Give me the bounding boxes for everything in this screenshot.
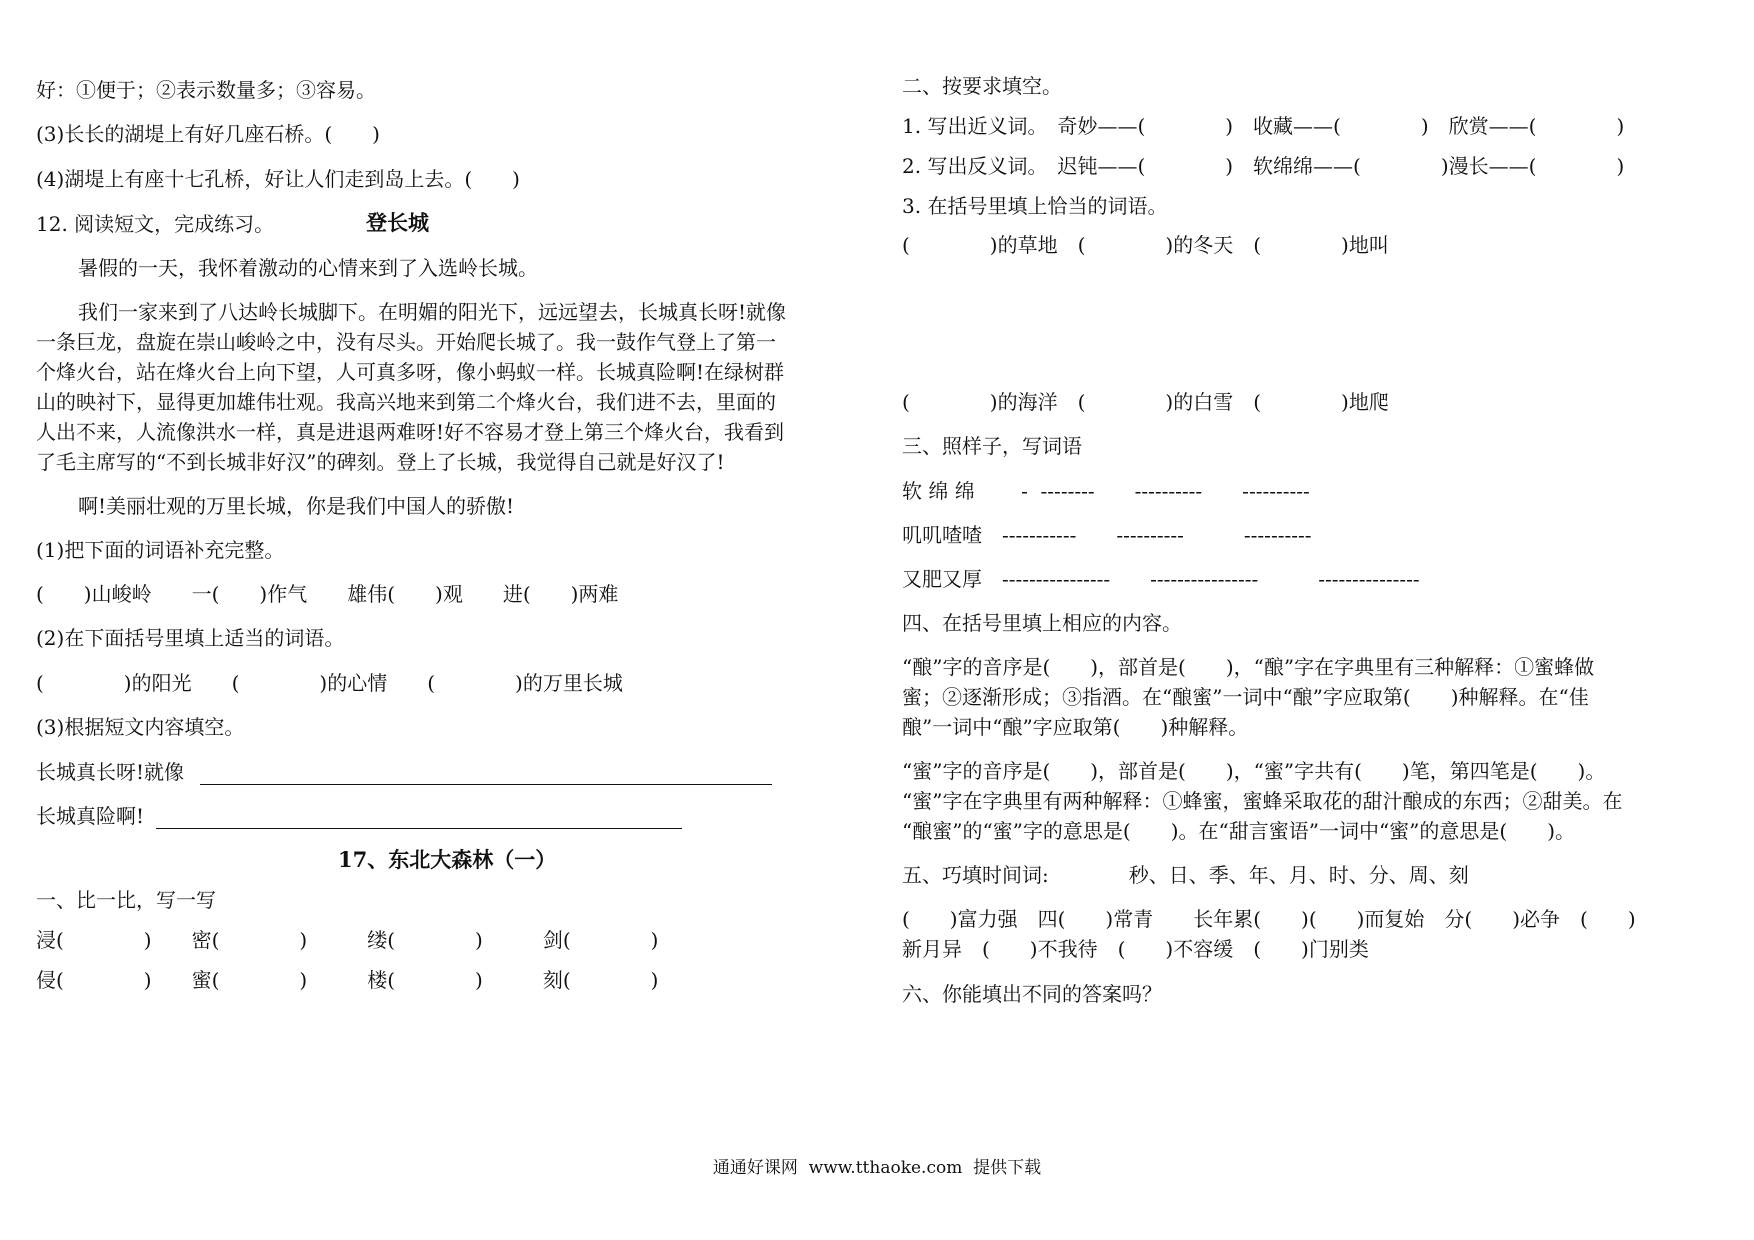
passage-line: 山的映衬下，显得更加雄伟壮观。我高兴地来到第二个烽火台，我们进不去，里面的 [36,390,776,414]
question-3: (3)长长的湖堤上有好几座石桥。( ) [36,122,380,146]
answer-line[interactable] [156,828,682,829]
niang-text: 蜜；②逐渐形成；③指酒。在“酿蜜”一词中“酿”字应取第( )种解释。在“佳 [902,685,1589,709]
passage-line: 我们一家来到了八达岭长城脚下。在明媚的阳光下，远远望去，长城真长呀!就像 [78,300,787,324]
answer-line[interactable] [200,784,772,785]
section-1-heading: 一、比一比，写一写 [36,888,216,912]
fill-prompt-2: 长城真险啊! [36,804,145,828]
right-column [880,0,1754,1240]
passage-line: 人出不来，人流像洪水一样，真是进退两难呀!好不容易才登上第三个烽火台，我看到 [36,420,785,444]
section-3-heading: 三、照样子，写词语 [902,434,1082,458]
mi-text: “蜜”字的音序是( )，部首是( )，“蜜”字共有( )笔，第四笔是( )。 [902,759,1606,783]
time-words-row-1: ( )富力强 四( )常青 长年累( )( )而复始 分( )必争 ( ) [902,907,1636,931]
compare-row-2: 侵( ) 蜜( ) 楼( ) 刻( ) [36,968,659,992]
compare-row-1: 浸( ) 密( ) 缕( ) 剑( ) [36,928,659,952]
lesson-title: 17、东北大森林（一） [338,847,557,872]
passage-line: 了毛主席写的“不到长城非好汉”的碑刻。登上了长城，我觉得自己就是好汉了! [36,450,725,474]
section-6-heading: 六、你能填出不同的答案吗？ [902,982,1162,1006]
sub-question-1: (1)把下面的词语补充完整。 [36,538,285,562]
section-4-heading: 四、在括号里填上相应的内容。 [902,611,1182,635]
time-words-row-2: 新月异 ( )不我待 ( )不容缓 ( )门别类 [902,937,1369,961]
antonym-question: 2. 写出反义词。 迟钝——( ) 软绵绵——( )漫长——( ) [902,154,1625,178]
fill-prompt-1: 长城真长呀!就像 [36,760,185,784]
sub-question-3: (3)根据短文内容填空。 [36,715,245,739]
option-line: 好：①便于；②表示数量多；③容易。 [36,78,376,102]
passage-line: 一条巨龙，盘旋在崇山峻岭之中，没有尽头。开始爬长城了。我一鼓作气登上了第一 [36,330,776,354]
mi-text: “蜜”字在字典里有两种解释：①蜂蜜，蜜蜂采取花的甜汁酿成的东西；②甜美。在 [902,789,1623,813]
sub-question-2: (2)在下面括号里填上适当的词语。 [36,626,345,650]
fill-word-row: ( )的海洋 ( )的白雪 ( )地爬 [902,390,1389,414]
passage-title: 登长城 [366,210,429,235]
niang-text: “酿”字的音序是( )，部首是( )，“酿”字在字典里有三种解释：①蜜蜂做 [902,655,1595,679]
question-4: (4)湖堤上有座十七孔桥，好让人们走到岛上去。( ) [36,167,520,191]
synonym-question: 1. 写出近义词。 奇妙——( ) 收藏——( ) 欣赏——( ) [902,114,1625,138]
footer-credit: 通通好课网 www.tthaoke.com 提供下载 [712,1158,1042,1178]
pattern-example-1: 软 绵 绵 - -------- ---------- ---------- [902,479,1310,503]
pattern-example-2: 叽叽喳喳 ----------- ---------- ---------- [902,523,1312,547]
fill-word-question: 3. 在括号里填上恰当的词语。 [902,194,1168,218]
section-2-heading: 二、按要求填空。 [902,74,1062,98]
fill-word-row: ( )的草地 ( )的冬天 ( )地叫 [902,233,1389,257]
passage-paragraph-3: 啊!美丽壮观的万里长城，你是我们中国人的骄傲! [78,494,515,518]
passage-line: 个烽火台，站在烽火台上向下望，人可真多呀，像小蚂蚁一样。长城真险啊!在绿树群 [36,360,785,384]
section-5-heading: 五、巧填时间词: 秒、日、季、年、月、时、分、周、刻 [902,863,1469,887]
niang-text: 酿”一词中“酿”字应取第( )种解释。 [902,715,1249,739]
question-12-intro: 12. 阅读短文，完成练习。 [36,212,275,236]
mi-text: “酿蜜”的“蜜”字的意思是( )。在“甜言蜜语”一词中“蜜”的意思是( )。 [902,819,1576,843]
sub-question-2-items: ( )的阳光 ( )的心情 ( )的万里长城 [36,671,623,695]
passage-paragraph-1: 暑假的一天，我怀着激动的心情来到了入选岭长城。 [78,256,538,280]
sub-question-1-items: ( )山峻岭 一( )作气 雄伟( )观 进( )两难 [36,582,619,606]
pattern-example-3: 又肥又厚 ---------------- ---------------- --------------- [902,567,1420,591]
